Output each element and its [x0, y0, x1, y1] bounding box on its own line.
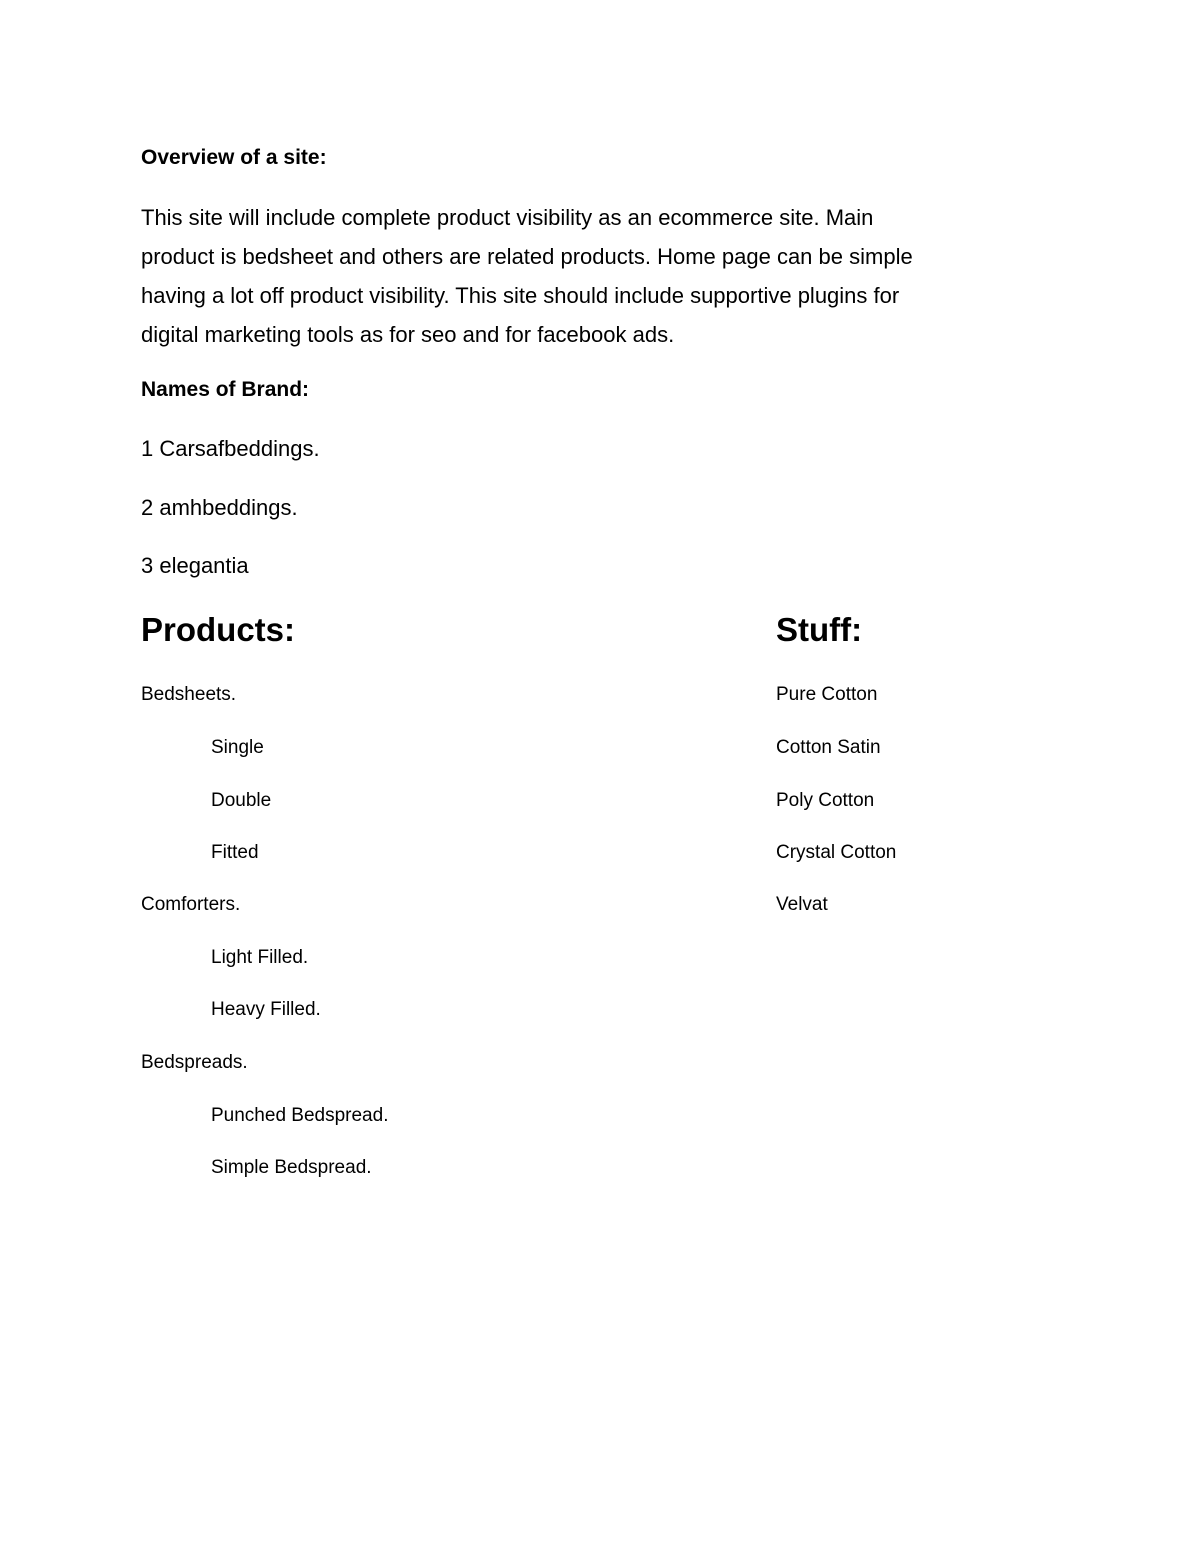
stuff-item: Cotton Satin: [776, 737, 881, 758]
product-category: Bedspreads.: [141, 1052, 248, 1073]
overview-heading: Overview of a site:: [141, 146, 327, 169]
brand-item: 3 elegantia: [141, 553, 249, 578]
product-item: Punched Bedspread.: [211, 1105, 389, 1126]
brands-heading: Names of Brand:: [141, 378, 310, 401]
overview-paragraph: [141, 198, 1061, 354]
brand-item: 2 amhbeddings.: [141, 495, 298, 520]
products-heading: Products:: [141, 611, 296, 648]
stuff-item: Poly Cotton: [776, 790, 875, 811]
overview-line: having a lot off product visibility. This site should include supportive plugins for: [141, 283, 900, 308]
overview-line: This site will include complete product visibility as an ecommerce site. Main: [141, 205, 874, 230]
product-item: Double: [211, 790, 272, 811]
overview-line: digital marketing tools as for seo and for facebook ads.: [141, 322, 675, 347]
stuff-item: Crystal Cotton: [776, 842, 897, 863]
product-item: Light Filled.: [211, 947, 309, 968]
product-category: Bedsheets.: [141, 684, 237, 705]
overview-line: product is bedsheet and others are related products. Home page can be simple: [141, 244, 913, 269]
product-category: Comforters.: [141, 894, 241, 915]
brand-item: 1 Carsafbeddings.: [141, 436, 320, 461]
stuff-item: Velvat: [776, 894, 828, 915]
product-item: Simple Bedspread.: [211, 1157, 372, 1178]
stuff-item: Pure Cotton: [776, 684, 878, 705]
stuff-heading: Stuff:: [776, 611, 863, 648]
product-item: Heavy Filled.: [211, 999, 321, 1020]
product-item: Fitted: [211, 842, 259, 863]
product-item: Single: [211, 737, 264, 758]
